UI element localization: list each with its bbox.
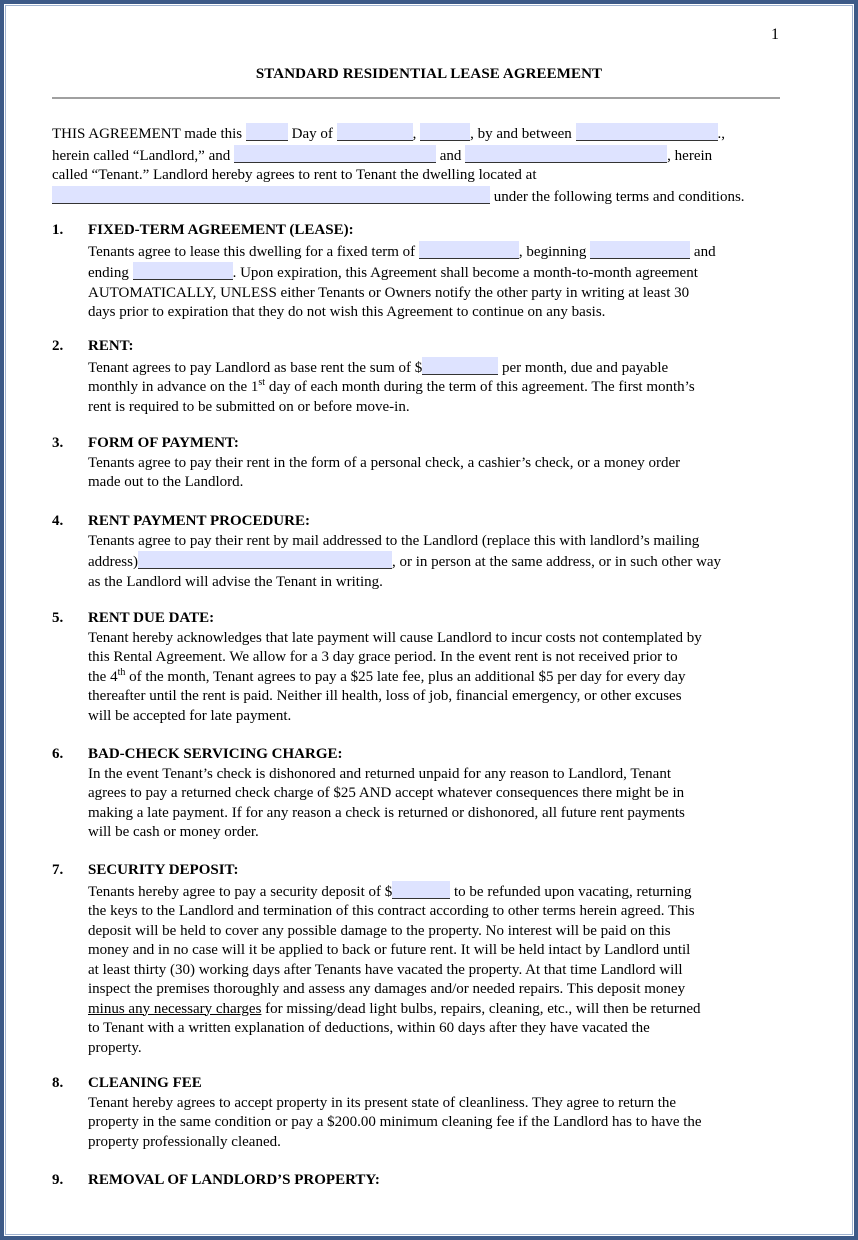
intro-text: herein called “Landlord,” and bbox=[52, 147, 234, 164]
lease-begin-field[interactable] bbox=[590, 241, 690, 259]
section-body bbox=[88, 881, 782, 1059]
section-heading: RENT: bbox=[88, 338, 134, 354]
body-text: the 4 bbox=[88, 668, 118, 685]
section-heading: RENT DUE DATE: bbox=[88, 610, 215, 626]
body-text: property in the same condition or pay a $200.00 minimum cleaning fee if the Landlord has to have the bbox=[88, 1114, 702, 1130]
section-body bbox=[88, 765, 782, 843]
intro-text: , by and between bbox=[470, 126, 576, 142]
section-heading: REMOVAL OF LANDLORD’S PROPERTY: bbox=[88, 1172, 380, 1188]
section-heading: FIXED-TERM AGREEMENT (LEASE): bbox=[88, 222, 354, 238]
document-title: STANDARD RESIDENTIAL LEASE AGREEMENT bbox=[255, 66, 603, 82]
intro-text: under the following terms and conditions. bbox=[490, 188, 745, 205]
body-text: per month, due and payable bbox=[498, 359, 669, 376]
body-text: address) bbox=[88, 554, 138, 570]
body-text: Tenants agree to pay their rent by mail addressed to the Landlord (replace this with landlord’s mailing bbox=[88, 532, 700, 549]
intro-text: Day of bbox=[287, 126, 337, 142]
body-text: In the event Tenant’s check is dishonored and returned unpaid for any reason to Landlord, Tenant bbox=[88, 765, 672, 782]
body-text: Tenants agree to pay their rent in the form of a personal check, a cashier’s check, or a money order bbox=[88, 454, 681, 471]
body-text: days prior to expiration that they do not wish this Agreement to continue on any basis. bbox=[88, 304, 606, 320]
body-text: deposit will be held to cover any possible damage to the property. No interest will be paid on this bbox=[88, 922, 671, 939]
body-text: for missing/dead light bulbs, repairs, cleaning, etc., will then be returned bbox=[261, 1000, 701, 1017]
lease-term-field[interactable] bbox=[419, 241, 519, 259]
body-text: this Rental Agreement. We allow for a 3 day grace period. In the event rent is not received prior to bbox=[88, 649, 678, 665]
dwelling-address-field[interactable] bbox=[52, 186, 490, 204]
intro-line-2 bbox=[52, 145, 780, 167]
section-number: 8. bbox=[52, 1075, 64, 1091]
body-text: property. bbox=[88, 1039, 142, 1056]
tenant-name-field[interactable] bbox=[465, 145, 667, 163]
body-text: agrees to pay a returned check charge of $25 AND accept whatever consequences there might be in bbox=[88, 785, 685, 801]
section-number: 9. bbox=[52, 1172, 64, 1188]
intro-text: , herein bbox=[667, 147, 713, 164]
deposit-amount-field[interactable] bbox=[392, 881, 450, 899]
intro-text: ., bbox=[717, 126, 726, 142]
intro-text: and bbox=[436, 147, 466, 164]
intro-text: THIS AGREEMENT made this bbox=[52, 126, 246, 142]
section-number: 6. bbox=[52, 746, 64, 762]
body-text: Tenants hereby agree to pay a security deposit of $ bbox=[88, 883, 393, 900]
body-text: Tenant hereby acknowledges that late payment will cause Landlord to incur costs not contemplated by bbox=[88, 629, 702, 646]
body-text: , or in person at the same address, or in such other way bbox=[391, 554, 722, 570]
body-text: of the month, Tenant agrees to pay a $25 late fee, plus an additional $5 per day for every day bbox=[125, 668, 686, 685]
intro-paragraph bbox=[52, 123, 780, 207]
section-heading: FORM OF PAYMENT: bbox=[88, 435, 239, 451]
body-text: the keys to the Landlord and termination of this contract according to other terms herein agreed. This bbox=[88, 903, 695, 919]
body-text: property professionally cleaned. bbox=[88, 1133, 281, 1150]
section-heading: BAD-CHECK SERVICING CHARGE: bbox=[88, 746, 343, 762]
section-body bbox=[88, 454, 782, 493]
body-text: . Upon expiration, this Agreement shall become a month-to-month agreement bbox=[232, 265, 698, 281]
body-text: day of each month during the term of this agreement. The first month’s bbox=[265, 379, 695, 395]
intro-line-1 bbox=[52, 123, 780, 145]
section-body bbox=[88, 532, 782, 593]
body-text: will be accepted for late payment. bbox=[88, 707, 292, 724]
body-text: at least thirty (30) working days after Tenants have vacated the property. At that time Landlord will bbox=[88, 961, 683, 978]
body-text: Tenants agree to lease this dwelling for a fixed term of bbox=[88, 243, 419, 260]
body-text: to Tenant with a written explanation of deductions, within 60 days after they have vacated the bbox=[88, 1020, 650, 1036]
body-text: AUTOMATICALLY, UNLESS either Tenants or Owners notify the other party in writing at least 30 bbox=[88, 284, 690, 301]
section-number: 2. bbox=[52, 338, 64, 354]
section-number: 3. bbox=[52, 435, 64, 451]
body-text: inspect the premises thoroughly and assess any damages and/or needed repairs. This deposit money bbox=[88, 981, 686, 997]
ordinal-suffix: th bbox=[117, 666, 126, 678]
body-text: making a late payment. If for any reason a check is returned or dishonored, all future rent payments bbox=[88, 804, 685, 821]
section-number: 1. bbox=[52, 222, 64, 238]
body-text: thereafter until the rent is paid. Neither ill health, loss of job, financial emergency, or other excuses bbox=[88, 688, 682, 704]
intro-text: , bbox=[412, 126, 421, 142]
body-text: will be cash or money order. bbox=[88, 824, 259, 840]
year-field[interactable] bbox=[420, 123, 470, 141]
section-number: 5. bbox=[52, 610, 64, 626]
section-heading: SECURITY DEPOSIT: bbox=[88, 862, 239, 878]
title-divider bbox=[52, 97, 780, 99]
intro-line-4 bbox=[52, 186, 780, 208]
section-body bbox=[88, 357, 782, 418]
section-heading: CLEANING FEE bbox=[88, 1075, 202, 1091]
page-number: 1 bbox=[771, 26, 779, 43]
body-text: Tenant agrees to pay Landlord as base rent the sum of $ bbox=[88, 359, 423, 376]
body-text: to be refunded upon vacating, returning bbox=[450, 883, 692, 900]
landlord-name-field[interactable] bbox=[234, 145, 436, 163]
intro-line-3: called “Tenant.” Landlord hereby agrees to rent to Tenant the dwelling located at bbox=[52, 167, 537, 183]
section-number: 7. bbox=[52, 862, 64, 878]
ordinal-suffix: st bbox=[258, 377, 266, 388]
body-text: money and in no case will it be applied to back or future rent. It will be held intact by Landlord until bbox=[88, 942, 691, 958]
section-body bbox=[88, 241, 782, 323]
section-body bbox=[88, 629, 782, 727]
lease-end-field[interactable] bbox=[133, 262, 233, 280]
section-body bbox=[88, 1094, 782, 1153]
body-text: ending bbox=[88, 265, 133, 281]
rent-amount-field[interactable] bbox=[422, 357, 498, 375]
party-field[interactable] bbox=[576, 123, 718, 141]
body-text: monthly in advance on the 1 bbox=[88, 379, 259, 395]
mailing-address-field[interactable] bbox=[138, 551, 392, 569]
body-text: Tenant hereby agrees to accept property in its present state of cleanliness. They agree to return the bbox=[88, 1094, 677, 1111]
month-field[interactable] bbox=[337, 123, 413, 141]
day-field[interactable] bbox=[246, 123, 288, 141]
body-text: as the Landlord will advise the Tenant in writing. bbox=[88, 573, 383, 590]
underlined-text: minus any necessary charges bbox=[88, 1000, 262, 1017]
section-heading: RENT PAYMENT PROCEDURE: bbox=[88, 513, 310, 529]
body-text: rent is required to be submitted on or before move-in. bbox=[88, 398, 410, 415]
body-text: made out to the Landlord. bbox=[88, 474, 244, 490]
body-text: and bbox=[690, 243, 716, 260]
section-number: 4. bbox=[52, 513, 64, 529]
body-text: , beginning bbox=[518, 243, 591, 260]
